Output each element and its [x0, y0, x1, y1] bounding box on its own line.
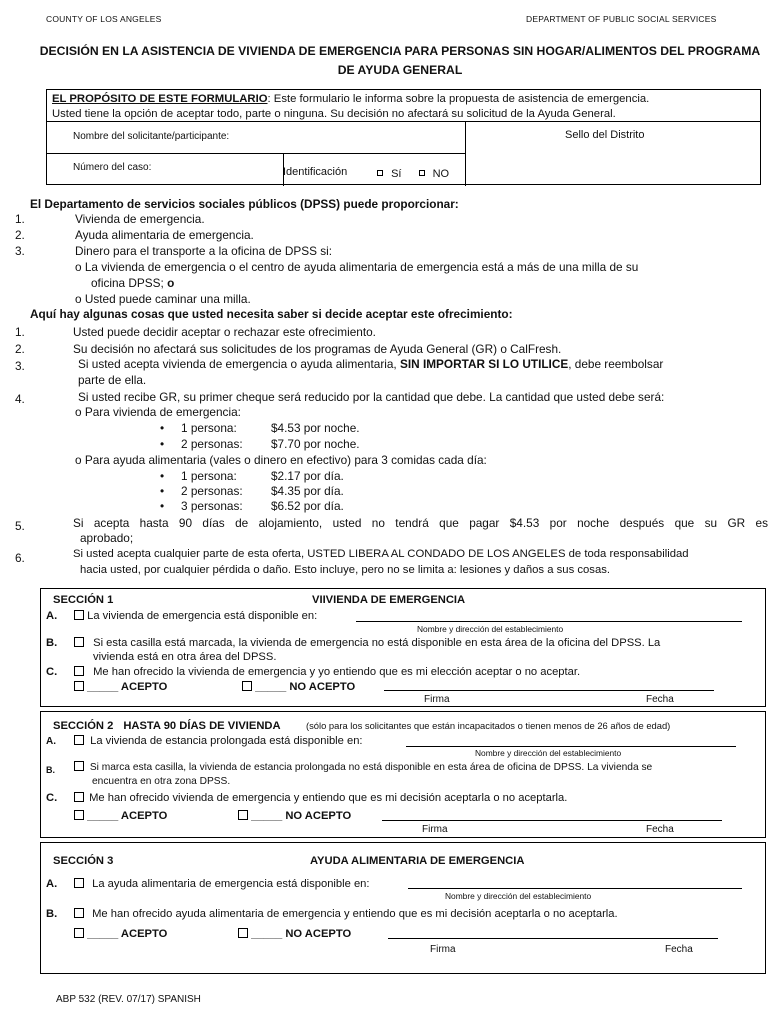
s1-signature-line[interactable] [384, 690, 714, 691]
s1-c-checkbox[interactable] [74, 666, 84, 676]
list-item-cont: aprobado; [80, 531, 134, 545]
s1-b-text-cont: vivienda está en otra área del DPSS. [93, 651, 277, 663]
case-number-field[interactable]: Número del caso: [73, 162, 152, 173]
section-1-label: SECCIÓN 1 [53, 594, 114, 606]
s2-reject-label: NO ACEPTO [285, 810, 352, 822]
s2-c-text: Me han ofrecido vivienda de emergencia y entiendo que es mi decisión aceptarla o no aceptarla. [89, 792, 568, 804]
section-2-note: (sólo para los solicitantes que están incapacitados o tienen menos de 26 años de edad) [306, 720, 671, 731]
list-item: Usted puede decidir aceptar o rechazar este ofrecimiento. [73, 325, 376, 339]
s1-reject-label: NO ACEPTO [289, 681, 356, 693]
s1-facility-line[interactable] [356, 621, 742, 622]
s1-c-text: Me han ofrecido la vivienda de emergencia y yo entiendo que es mi elección aceptar o no aceptar. [93, 666, 581, 678]
list-item: Si usted recibe GR, su primer cheque será reducido por la cantidad que debe. La cantidad que usted debe será: [78, 390, 665, 404]
housing-rate-row: • 2 personas: $7.70 por noche. [160, 437, 360, 451]
food-rate-row: • 2 personas: $4.35 por día. [160, 484, 344, 498]
s1-b-text: Si esta casilla está marcada, la vivienda de emergencia no está disponible en esta área de la oficina del DPSS. La [93, 637, 661, 649]
section-2-label: SECCIÓN 2 [53, 720, 114, 732]
s1-accept-label: ACEPTO [120, 681, 168, 693]
county-header: COUNTY OF LOS ANGELES [46, 14, 162, 24]
food-rates-heading: o Para ayuda alimentaria (vales o dinero en efectivo) para 3 comidas cada día: [75, 453, 487, 467]
know-heading: Aquí hay algunas cosas que usted necesita saber si decide aceptar este ofrecimiento: [30, 307, 513, 321]
applicant-info-grid [46, 121, 761, 185]
purpose-text: : Este formulario le informa sobre la propuesta de asistencia de emergencia. [267, 93, 650, 105]
list-number: 1. [15, 325, 25, 339]
form-number-footer: ABP 532 (REV. 07/17) SPANISH [56, 994, 201, 1005]
food-rate-row: • 3 personas: $6.52 por día. [160, 499, 344, 513]
list-item: Si usted acepta cualquier parte de esta oferta, USTED LIBERA AL CONDADO DE LOS ANGELES de toda responsabilidad [73, 548, 689, 560]
section-3-title: AYUDA ALIMENTARIA DE EMERGENCIA [310, 855, 525, 867]
purpose-box [46, 89, 761, 121]
dpss-sub1: o La vivienda de emergencia o el centro de ayuda alimentaria de emergencia está a más de una milla de su [75, 260, 639, 274]
list-number: 1. [15, 212, 25, 226]
id-no-checkbox[interactable] [419, 170, 425, 176]
s3-facility-line[interactable] [408, 888, 742, 889]
purpose-label: EL PROPÓSITO DE ESTE FORMULARIO [52, 93, 268, 105]
s1-signature-caption: Firma [424, 694, 450, 705]
s3-date-caption: Fecha [665, 944, 693, 955]
food-rate-row: • 1 persona: $2.17 por día. [160, 469, 344, 483]
s2-reject-checkbox[interactable] [238, 810, 248, 820]
s1-b-checkbox[interactable] [74, 637, 84, 647]
list-number: 3. [15, 244, 25, 258]
list-number: 2. [15, 342, 25, 356]
s1-date-caption: Fecha [646, 694, 674, 705]
s2-b-text: Si marca esta casilla, la vivienda de estancia prolongada no está disponible en esta área de oficina de DPSS. La vivienda se [89, 762, 653, 773]
dpss-sub1b-or: o [167, 276, 175, 290]
section-1-title: VIIVIENDA DE EMERGENCIA [312, 594, 466, 606]
list-item: Dinero para el transporte a la oficina de DPSS si: [75, 244, 333, 258]
list-item-cont: hacia usted, por cualquier pérdida o daño. Esto incluye, pero no se limita a: lesiones y daños a sus cosas. [80, 564, 611, 576]
identification-label: Identificación [283, 166, 348, 178]
s2-date-caption: Fecha [646, 824, 674, 835]
s3-accept-checkbox[interactable] [74, 928, 84, 938]
dpss-list [15, 212, 765, 260]
s3-reject-checkbox[interactable] [238, 928, 248, 938]
department-header: DEPARTMENT OF PUBLIC SOCIAL SERVICES [526, 14, 717, 24]
s2-a-checkbox[interactable] [74, 735, 84, 745]
form-title-line1: DECISIÓN EN LA ASISTENCIA DE VIVIENDA DE EMERGENCIA PARA PERSONAS SIN HOGAR/ALIMENTOS DEL PROGRAMA [39, 44, 761, 58]
list-number: 4. [15, 392, 25, 406]
s2-a-text: La vivienda de estancia prolongada está disponible en: [90, 735, 363, 747]
applicant-name-field[interactable]: Nombre del solicitante/participante: [73, 131, 230, 142]
s2-signature-line[interactable] [382, 820, 722, 821]
list-item-cont: parte de ella. [78, 373, 147, 387]
section-3-label: SECCIÓN 3 [53, 855, 114, 867]
purpose-text2: Usted tiene la opción de aceptar todo, parte o ninguna. Su decisión no afectará su solicitud de la Ayuda General. [52, 107, 616, 120]
s1-a-checkbox[interactable] [74, 610, 84, 620]
s2-facility-caption: Nombre y dirección del establecimiento [475, 748, 622, 758]
s3-b-text: Me han ofrecido ayuda alimentaria de emergencia y entiendo que es mi decisión aceptarla o no aceptarla. [92, 908, 618, 920]
list-number: 3. [15, 359, 25, 373]
list-item: Si acepta hasta 90 días de alojamiento, usted no tendrá que pagar $4.53 por noche después que su GR es [73, 516, 768, 530]
housing-rate-row: • 1 persona: $4.53 por noche. [160, 421, 360, 435]
s2-c-checkbox[interactable] [74, 792, 84, 802]
s3-a-checkbox[interactable] [74, 878, 84, 888]
list-item: Ayuda alimentaria de emergencia. [75, 228, 254, 242]
s2-b-text-cont: encuentra en otra zona DPSS. [92, 776, 231, 787]
s1-reject-checkbox[interactable] [242, 681, 252, 691]
form-title-line2: DE AYUDA GENERAL [337, 63, 463, 77]
s2-accept-checkbox[interactable] [74, 810, 84, 820]
s3-signature-line[interactable] [388, 938, 718, 939]
s1-a-text: La vivienda de emergencia está disponible en: [87, 610, 318, 622]
dpss-sub2: o Usted puede caminar una milla. [75, 292, 251, 306]
dpss-sub1b-text: oficina DPSS; [91, 276, 164, 290]
list-item: Su decisión no afectará sus solicitudes de los programas de Ayuda General (GR) o CalFresh. [73, 342, 562, 356]
s3-facility-caption: Nombre y dirección del establecimiento [445, 891, 592, 901]
id-yes-label: Sí [391, 168, 402, 180]
s2-signature-caption: Firma [422, 824, 448, 835]
list-number: 6. [15, 551, 25, 565]
dpss-sub1b [91, 276, 174, 292]
s2-b-checkbox[interactable] [74, 761, 84, 771]
id-no-label: NO [432, 168, 450, 180]
s2-accept-label: ACEPTO [120, 810, 168, 822]
s1-accept-checkbox[interactable] [74, 681, 84, 691]
s3-signature-caption: Firma [430, 944, 456, 955]
s1-facility-caption: Nombre y dirección del establecimiento [417, 624, 564, 634]
list-item: Vivienda de emergencia. [75, 212, 205, 226]
s3-b-checkbox[interactable] [74, 908, 84, 918]
form-title [30, 42, 770, 80]
s3-reject-label: NO ACEPTO [285, 928, 352, 940]
id-yes-checkbox[interactable] [377, 170, 383, 176]
housing-rates-heading: o Para vivienda de emergencia: [75, 405, 241, 419]
list-number: 2. [15, 228, 25, 242]
s3-accept-label: ACEPTO [120, 928, 168, 940]
list-number: 5. [15, 519, 25, 533]
district-seal-label: Sello del Distrito [565, 129, 645, 141]
s2-facility-line[interactable] [406, 746, 736, 747]
list-item: Si usted acepta vivienda de emergencia o ayuda alimentaria, SIN IMPORTAR SI LO UTILICE, debe reembolsar [78, 357, 664, 371]
s3-a-text: La ayuda alimentaria de emergencia está disponible en: [92, 878, 370, 890]
dpss-heading: El Departamento de servicios sociales públicos (DPSS) puede proporcionar: [30, 197, 459, 211]
section-2-title: HASTA 90 DÍAS DE VIVIENDA [123, 720, 281, 732]
